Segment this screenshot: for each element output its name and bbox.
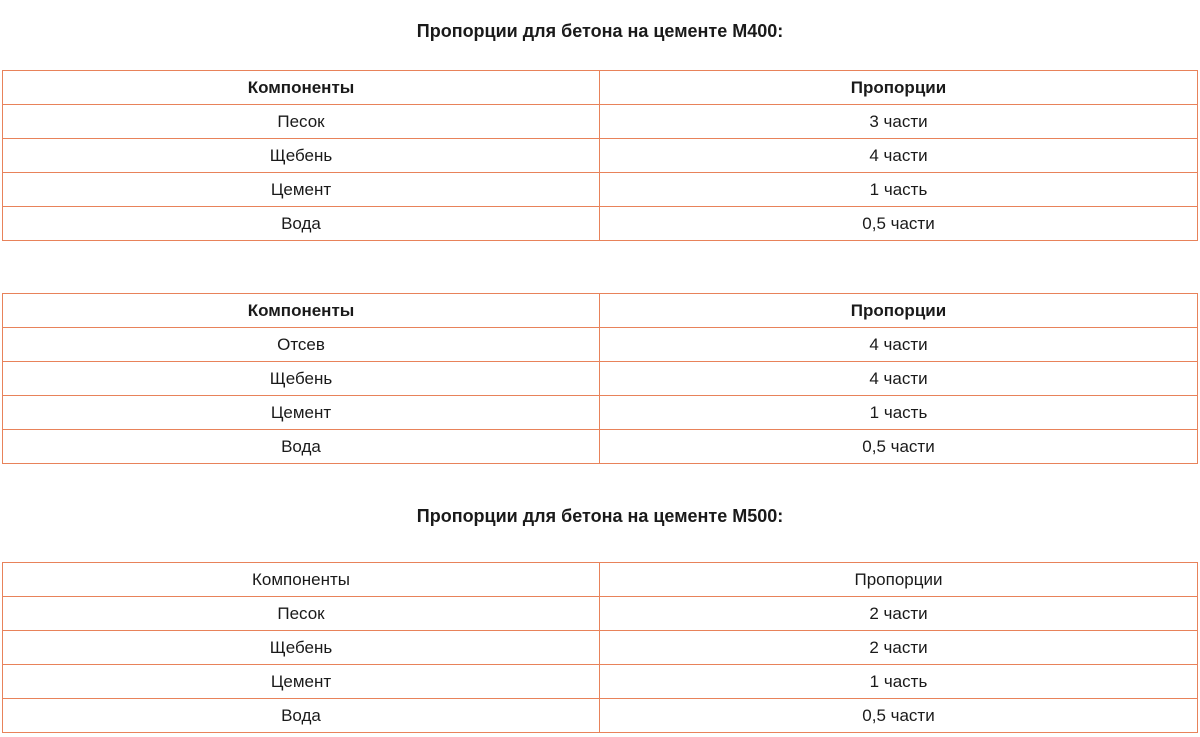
table-row xyxy=(3,699,1198,733)
proportion-cell: 3 части xyxy=(600,105,1198,139)
m500-heading: Пропорции для бетона на цементе М500: xyxy=(416,506,784,526)
proportion-cell: 4 части xyxy=(600,139,1198,173)
component-cell: Щебень xyxy=(3,631,600,665)
proportion-cell: 4 части xyxy=(600,362,1198,396)
component-cell: Песок xyxy=(3,105,600,139)
component-cell: Отсев xyxy=(3,328,600,362)
component-cell: Цемент xyxy=(3,665,600,699)
table-header-row xyxy=(3,294,1198,328)
proportion-cell: 4 части xyxy=(600,328,1198,362)
table-row xyxy=(3,105,1198,139)
component-cell: Вода xyxy=(3,699,600,733)
table-row xyxy=(3,430,1198,464)
proportion-cell: 1 часть xyxy=(600,173,1198,207)
column-header-proportions: Пропорции xyxy=(600,294,1198,328)
component-cell: Цемент xyxy=(3,173,600,207)
table-row xyxy=(3,139,1198,173)
component-cell: Вода xyxy=(3,207,600,241)
table-row xyxy=(3,665,1198,699)
table-row xyxy=(3,328,1198,362)
column-header-components: Компоненты xyxy=(3,294,600,328)
table-row xyxy=(3,396,1198,430)
table-header-row xyxy=(3,71,1198,105)
column-header-components: Компоненты xyxy=(3,563,600,597)
m400-proportions-table xyxy=(2,70,1198,241)
proportion-cell: 0,5 части xyxy=(600,430,1198,464)
component-cell: Щебень xyxy=(3,139,600,173)
proportion-cell: 1 часть xyxy=(600,396,1198,430)
proportion-cell: 0,5 части xyxy=(600,207,1198,241)
column-header-components: Компоненты xyxy=(3,71,600,105)
m400-heading: Пропорции для бетона на цементе М400: xyxy=(416,21,784,41)
table-row xyxy=(3,207,1198,241)
column-header-proportions: Пропорции xyxy=(600,563,1198,597)
proportion-cell: 2 части xyxy=(600,597,1198,631)
proportion-cell: 1 часть xyxy=(600,665,1198,699)
column-header-proportions: Пропорции xyxy=(600,71,1198,105)
table-row xyxy=(3,597,1198,631)
proportion-cell: 2 части xyxy=(600,631,1198,665)
m500-proportions-table xyxy=(2,562,1198,733)
proportion-cell: 0,5 части xyxy=(600,699,1198,733)
table-row xyxy=(3,173,1198,207)
table-row xyxy=(3,362,1198,396)
m400-alt-proportions-table xyxy=(2,293,1198,464)
component-cell: Вода xyxy=(3,430,600,464)
table-row xyxy=(3,631,1198,665)
component-cell: Цемент xyxy=(3,396,600,430)
table-header-row xyxy=(3,563,1198,597)
component-cell: Песок xyxy=(3,597,600,631)
component-cell: Щебень xyxy=(3,362,600,396)
